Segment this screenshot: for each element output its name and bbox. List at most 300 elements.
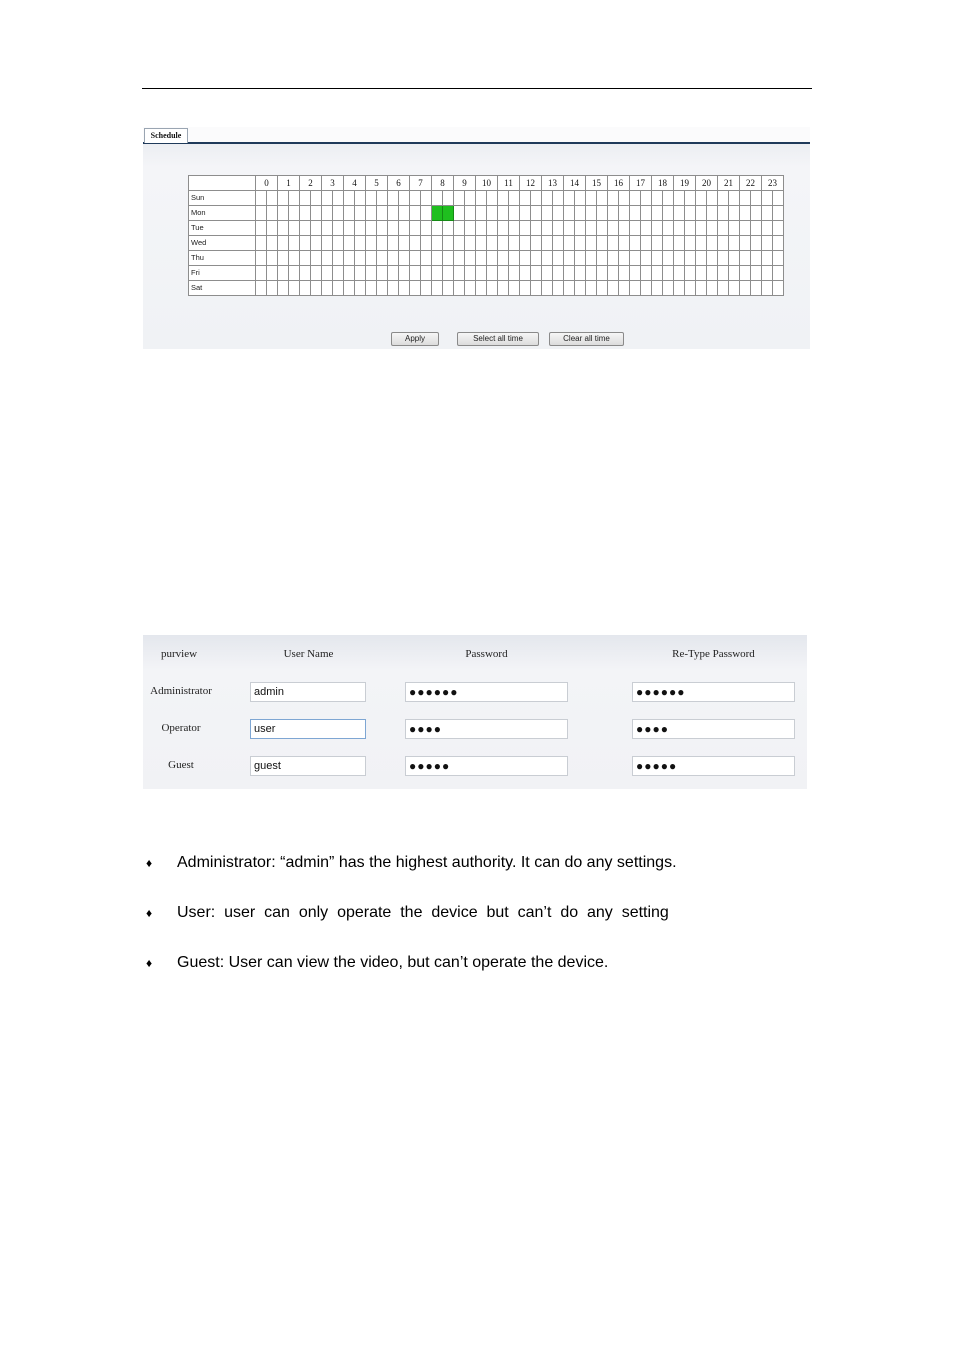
schedule-slot[interactable] xyxy=(399,236,410,251)
schedule-slot[interactable] xyxy=(267,206,278,221)
schedule-slot[interactable] xyxy=(762,206,773,221)
schedule-slot[interactable] xyxy=(432,266,443,281)
schedule-slot[interactable] xyxy=(454,281,465,296)
schedule-slot[interactable] xyxy=(388,281,399,296)
schedule-slot[interactable] xyxy=(388,236,399,251)
schedule-slot[interactable] xyxy=(608,251,619,266)
schedule-slot[interactable] xyxy=(267,251,278,266)
schedule-slot[interactable] xyxy=(740,266,751,281)
schedule-slot[interactable] xyxy=(729,206,740,221)
schedule-slot[interactable] xyxy=(586,266,597,281)
schedule-slot[interactable] xyxy=(630,236,641,251)
schedule-slot[interactable] xyxy=(289,206,300,221)
schedule-slot[interactable] xyxy=(278,236,289,251)
schedule-slot[interactable] xyxy=(740,281,751,296)
select-all-time-button[interactable]: Select all time xyxy=(457,332,539,346)
schedule-slot[interactable] xyxy=(388,221,399,236)
apply-button[interactable]: Apply xyxy=(391,332,439,346)
schedule-slot[interactable] xyxy=(509,281,520,296)
schedule-slot[interactable] xyxy=(256,281,267,296)
schedule-slot[interactable] xyxy=(465,236,476,251)
schedule-slot[interactable] xyxy=(652,191,663,206)
schedule-slot[interactable] xyxy=(256,266,267,281)
schedule-slot[interactable] xyxy=(740,191,751,206)
schedule-slot[interactable] xyxy=(586,221,597,236)
schedule-slot[interactable] xyxy=(652,281,663,296)
schedule-slot[interactable] xyxy=(344,221,355,236)
schedule-slot[interactable] xyxy=(542,266,553,281)
schedule-slot[interactable] xyxy=(410,191,421,206)
schedule-slot[interactable] xyxy=(718,236,729,251)
schedule-slot[interactable] xyxy=(432,281,443,296)
schedule-slot[interactable] xyxy=(707,206,718,221)
schedule-slot[interactable] xyxy=(729,221,740,236)
username-field-operator[interactable]: user xyxy=(250,719,366,739)
schedule-slot[interactable] xyxy=(586,281,597,296)
schedule-slot[interactable] xyxy=(597,236,608,251)
schedule-slot[interactable] xyxy=(399,251,410,266)
schedule-slot[interactable] xyxy=(333,221,344,236)
schedule-slot[interactable] xyxy=(531,191,542,206)
schedule-slot[interactable] xyxy=(267,191,278,206)
schedule-slot[interactable] xyxy=(388,206,399,221)
schedule-slot[interactable] xyxy=(322,221,333,236)
schedule-slot[interactable] xyxy=(531,251,542,266)
schedule-slot[interactable] xyxy=(641,251,652,266)
schedule-slot[interactable] xyxy=(553,206,564,221)
schedule-slot[interactable] xyxy=(564,206,575,221)
schedule-slot[interactable] xyxy=(707,236,718,251)
schedule-slot[interactable] xyxy=(509,191,520,206)
schedule-slot[interactable] xyxy=(344,251,355,266)
schedule-slot[interactable] xyxy=(553,221,564,236)
schedule-slot[interactable] xyxy=(652,206,663,221)
schedule-slot[interactable] xyxy=(520,281,531,296)
schedule-slot[interactable] xyxy=(421,191,432,206)
schedule-slot[interactable] xyxy=(366,236,377,251)
schedule-slot[interactable] xyxy=(256,236,267,251)
schedule-slot[interactable] xyxy=(564,251,575,266)
schedule-slot[interactable] xyxy=(751,221,762,236)
schedule-slot[interactable] xyxy=(674,251,685,266)
schedule-slot[interactable] xyxy=(542,191,553,206)
schedule-slot[interactable] xyxy=(707,191,718,206)
schedule-slot[interactable] xyxy=(674,191,685,206)
schedule-slot[interactable] xyxy=(443,236,454,251)
schedule-slot[interactable] xyxy=(707,266,718,281)
schedule-slot[interactable] xyxy=(476,206,487,221)
schedule-slot[interactable] xyxy=(729,281,740,296)
schedule-slot[interactable] xyxy=(707,251,718,266)
schedule-slot[interactable] xyxy=(608,281,619,296)
schedule-slot[interactable] xyxy=(421,251,432,266)
schedule-slot[interactable] xyxy=(718,221,729,236)
schedule-slot[interactable] xyxy=(740,251,751,266)
schedule-slot[interactable] xyxy=(410,266,421,281)
schedule-slot[interactable] xyxy=(498,221,509,236)
schedule-slot[interactable] xyxy=(652,221,663,236)
schedule-slot[interactable] xyxy=(773,281,784,296)
schedule-slot[interactable] xyxy=(465,191,476,206)
schedule-slot[interactable] xyxy=(630,191,641,206)
schedule-slot[interactable] xyxy=(443,221,454,236)
schedule-slot[interactable] xyxy=(641,281,652,296)
schedule-slot[interactable] xyxy=(465,206,476,221)
schedule-slot[interactable] xyxy=(575,251,586,266)
schedule-slot[interactable] xyxy=(311,281,322,296)
schedule-slot[interactable] xyxy=(773,221,784,236)
schedule-slot[interactable] xyxy=(674,206,685,221)
schedule-slot[interactable] xyxy=(509,236,520,251)
username-field-administrator[interactable]: admin xyxy=(250,682,366,702)
schedule-slot[interactable] xyxy=(751,236,762,251)
schedule-slot[interactable] xyxy=(487,191,498,206)
schedule-slot[interactable] xyxy=(762,251,773,266)
schedule-slot[interactable] xyxy=(432,221,443,236)
clear-all-time-button[interactable]: Clear all time xyxy=(549,332,624,346)
schedule-slot[interactable] xyxy=(410,281,421,296)
schedule-slot[interactable] xyxy=(619,281,630,296)
schedule-slot[interactable] xyxy=(630,206,641,221)
schedule-slot[interactable] xyxy=(322,206,333,221)
schedule-slot[interactable] xyxy=(454,266,465,281)
schedule-slot[interactable] xyxy=(575,236,586,251)
schedule-slot[interactable] xyxy=(729,191,740,206)
schedule-slot[interactable] xyxy=(410,236,421,251)
schedule-slot[interactable] xyxy=(597,206,608,221)
schedule-slot[interactable] xyxy=(663,266,674,281)
schedule-slot[interactable] xyxy=(718,281,729,296)
schedule-slot[interactable] xyxy=(476,221,487,236)
schedule-slot[interactable] xyxy=(718,206,729,221)
schedule-slot[interactable] xyxy=(366,221,377,236)
schedule-slot[interactable] xyxy=(256,221,267,236)
schedule-slot[interactable] xyxy=(553,251,564,266)
schedule-slot[interactable] xyxy=(454,191,465,206)
schedule-slot[interactable] xyxy=(366,266,377,281)
schedule-slot[interactable] xyxy=(487,281,498,296)
schedule-slot[interactable] xyxy=(641,206,652,221)
schedule-slot[interactable] xyxy=(575,206,586,221)
schedule-slot[interactable] xyxy=(619,206,630,221)
schedule-slot[interactable] xyxy=(344,281,355,296)
schedule-slot[interactable] xyxy=(421,281,432,296)
schedule-slot[interactable] xyxy=(454,221,465,236)
schedule-slot[interactable] xyxy=(355,236,366,251)
schedule-slot[interactable] xyxy=(333,251,344,266)
schedule-slot[interactable] xyxy=(773,206,784,221)
schedule-slot[interactable] xyxy=(718,191,729,206)
schedule-slot[interactable] xyxy=(278,191,289,206)
schedule-slot[interactable] xyxy=(740,206,751,221)
schedule-slot[interactable] xyxy=(476,266,487,281)
schedule-slot[interactable] xyxy=(531,266,542,281)
schedule-slot[interactable] xyxy=(344,206,355,221)
schedule-slot[interactable] xyxy=(256,206,267,221)
schedule-slot[interactable] xyxy=(597,251,608,266)
schedule-slot[interactable] xyxy=(531,281,542,296)
schedule-slot[interactable] xyxy=(267,221,278,236)
schedule-slot[interactable] xyxy=(388,191,399,206)
schedule-slot[interactable] xyxy=(289,266,300,281)
schedule-slot[interactable] xyxy=(608,221,619,236)
schedule-slot[interactable] xyxy=(465,281,476,296)
schedule-slot[interactable] xyxy=(663,191,674,206)
schedule-slot[interactable] xyxy=(300,281,311,296)
schedule-slot[interactable] xyxy=(641,266,652,281)
schedule-slot[interactable] xyxy=(564,191,575,206)
schedule-slot[interactable] xyxy=(619,251,630,266)
schedule-slot[interactable] xyxy=(366,191,377,206)
schedule-slot[interactable] xyxy=(685,281,696,296)
schedule-slot[interactable] xyxy=(289,251,300,266)
password-field-guest[interactable]: ●●●●● xyxy=(405,756,568,776)
schedule-slot[interactable] xyxy=(696,266,707,281)
schedule-slot[interactable] xyxy=(399,221,410,236)
schedule-slot[interactable] xyxy=(432,191,443,206)
schedule-slot[interactable] xyxy=(773,251,784,266)
schedule-slot[interactable] xyxy=(355,221,366,236)
schedule-slot[interactable] xyxy=(608,206,619,221)
schedule-slot[interactable] xyxy=(267,236,278,251)
schedule-slot[interactable] xyxy=(586,191,597,206)
schedule-slot[interactable] xyxy=(685,266,696,281)
schedule-slot[interactable] xyxy=(773,236,784,251)
schedule-slot[interactable] xyxy=(619,191,630,206)
schedule-slot[interactable] xyxy=(773,191,784,206)
schedule-slot[interactable] xyxy=(751,206,762,221)
schedule-slot[interactable] xyxy=(344,191,355,206)
schedule-slot[interactable] xyxy=(465,221,476,236)
schedule-slot[interactable] xyxy=(542,221,553,236)
schedule-slot[interactable] xyxy=(564,221,575,236)
schedule-slot[interactable] xyxy=(454,251,465,266)
schedule-slot[interactable] xyxy=(377,236,388,251)
schedule-slot[interactable] xyxy=(476,251,487,266)
schedule-slot[interactable] xyxy=(311,206,322,221)
schedule-slot[interactable] xyxy=(344,266,355,281)
schedule-slot[interactable] xyxy=(498,251,509,266)
schedule-slot[interactable] xyxy=(520,221,531,236)
schedule-slot[interactable] xyxy=(443,281,454,296)
schedule-slot[interactable] xyxy=(586,251,597,266)
schedule-slot[interactable] xyxy=(564,266,575,281)
schedule-slot[interactable] xyxy=(333,281,344,296)
schedule-slot[interactable] xyxy=(630,221,641,236)
schedule-slot[interactable] xyxy=(487,266,498,281)
schedule-slot[interactable] xyxy=(267,266,278,281)
schedule-slot[interactable] xyxy=(333,191,344,206)
schedule-slot[interactable] xyxy=(729,251,740,266)
schedule-slot[interactable] xyxy=(355,191,366,206)
schedule-slot[interactable] xyxy=(553,266,564,281)
schedule-slot[interactable] xyxy=(586,206,597,221)
schedule-slot[interactable] xyxy=(421,236,432,251)
schedule-slot[interactable] xyxy=(674,221,685,236)
schedule-slot[interactable] xyxy=(575,221,586,236)
schedule-slot[interactable] xyxy=(509,251,520,266)
schedule-slot[interactable] xyxy=(663,221,674,236)
schedule-slot[interactable] xyxy=(465,266,476,281)
schedule-slot[interactable] xyxy=(333,236,344,251)
schedule-slot[interactable] xyxy=(498,266,509,281)
schedule-slot[interactable] xyxy=(322,236,333,251)
schedule-slot[interactable] xyxy=(707,281,718,296)
schedule-slot[interactable] xyxy=(377,191,388,206)
schedule-slot[interactable] xyxy=(465,251,476,266)
schedule-slot[interactable] xyxy=(322,191,333,206)
schedule-slot[interactable] xyxy=(520,236,531,251)
schedule-slot[interactable] xyxy=(652,251,663,266)
username-field-guest[interactable]: guest xyxy=(250,756,366,776)
schedule-slot[interactable] xyxy=(597,266,608,281)
schedule-slot[interactable] xyxy=(608,236,619,251)
schedule-slot[interactable] xyxy=(751,266,762,281)
schedule-slot[interactable] xyxy=(762,281,773,296)
schedule-slot[interactable] xyxy=(498,191,509,206)
schedule-slot[interactable] xyxy=(333,266,344,281)
schedule-slot[interactable] xyxy=(542,206,553,221)
schedule-slot[interactable] xyxy=(388,251,399,266)
schedule-slot[interactable] xyxy=(575,281,586,296)
schedule-slot[interactable] xyxy=(278,251,289,266)
schedule-slot[interactable] xyxy=(509,221,520,236)
schedule-slot[interactable] xyxy=(674,266,685,281)
schedule-slot[interactable] xyxy=(718,266,729,281)
schedule-slot[interactable] xyxy=(619,236,630,251)
schedule-slot[interactable] xyxy=(729,236,740,251)
schedule-slot[interactable] xyxy=(377,206,388,221)
tab-schedule[interactable]: Schedule xyxy=(144,128,188,143)
schedule-slot[interactable] xyxy=(443,191,454,206)
schedule-slot[interactable] xyxy=(685,191,696,206)
schedule-slot[interactable] xyxy=(443,251,454,266)
schedule-slot[interactable] xyxy=(421,206,432,221)
schedule-slot[interactable] xyxy=(696,236,707,251)
schedule-slot[interactable] xyxy=(278,266,289,281)
schedule-slot[interactable] xyxy=(300,236,311,251)
schedule-slot[interactable] xyxy=(498,206,509,221)
schedule-slot[interactable] xyxy=(454,236,465,251)
schedule-slot[interactable] xyxy=(476,236,487,251)
schedule-slot[interactable] xyxy=(289,281,300,296)
schedule-slot[interactable] xyxy=(410,221,421,236)
schedule-slot[interactable] xyxy=(256,191,267,206)
schedule-slot[interactable] xyxy=(542,251,553,266)
schedule-slot[interactable] xyxy=(597,281,608,296)
schedule-slot[interactable] xyxy=(443,266,454,281)
schedule-slot[interactable] xyxy=(696,191,707,206)
schedule-slot[interactable] xyxy=(773,266,784,281)
schedule-slot[interactable] xyxy=(520,266,531,281)
schedule-slot[interactable] xyxy=(696,251,707,266)
schedule-slot[interactable] xyxy=(256,251,267,266)
schedule-slot[interactable] xyxy=(311,236,322,251)
retype-password-field-guest[interactable]: ●●●●● xyxy=(632,756,795,776)
schedule-slot[interactable] xyxy=(762,266,773,281)
schedule-slot[interactable] xyxy=(399,266,410,281)
schedule-slot[interactable] xyxy=(575,191,586,206)
schedule-slot[interactable] xyxy=(751,281,762,296)
schedule-slot[interactable] xyxy=(696,221,707,236)
schedule-slot[interactable] xyxy=(564,236,575,251)
schedule-slot[interactable] xyxy=(608,266,619,281)
schedule-slot[interactable] xyxy=(762,236,773,251)
schedule-slot[interactable] xyxy=(355,266,366,281)
schedule-slot[interactable] xyxy=(267,281,278,296)
schedule-slot[interactable] xyxy=(696,206,707,221)
retype-password-field-administrator[interactable]: ●●●●●● xyxy=(632,682,795,702)
schedule-slot[interactable] xyxy=(652,236,663,251)
schedule-slot[interactable] xyxy=(674,281,685,296)
schedule-slot[interactable] xyxy=(619,266,630,281)
schedule-slot[interactable] xyxy=(663,251,674,266)
schedule-slot[interactable] xyxy=(553,191,564,206)
schedule-slot[interactable] xyxy=(586,236,597,251)
schedule-slot[interactable] xyxy=(377,266,388,281)
schedule-slot[interactable] xyxy=(366,206,377,221)
schedule-slot[interactable] xyxy=(432,236,443,251)
schedule-slot[interactable] xyxy=(542,281,553,296)
schedule-slot[interactable] xyxy=(410,251,421,266)
schedule-slot[interactable] xyxy=(553,281,564,296)
schedule-slot[interactable] xyxy=(487,221,498,236)
schedule-slot[interactable] xyxy=(311,251,322,266)
schedule-slot[interactable] xyxy=(696,281,707,296)
schedule-slot[interactable] xyxy=(300,191,311,206)
schedule-slot[interactable] xyxy=(520,206,531,221)
schedule-slot[interactable] xyxy=(652,266,663,281)
schedule-slot[interactable] xyxy=(476,281,487,296)
schedule-slot[interactable] xyxy=(289,236,300,251)
schedule-slot[interactable] xyxy=(663,206,674,221)
schedule-slot[interactable] xyxy=(454,206,465,221)
schedule-slot[interactable] xyxy=(333,206,344,221)
schedule-slot[interactable] xyxy=(685,206,696,221)
schedule-slot[interactable] xyxy=(641,191,652,206)
schedule-slot[interactable] xyxy=(762,191,773,206)
schedule-slot[interactable] xyxy=(289,221,300,236)
schedule-slot[interactable] xyxy=(355,206,366,221)
schedule-slot[interactable] xyxy=(300,251,311,266)
schedule-slot[interactable] xyxy=(597,191,608,206)
schedule-slot[interactable] xyxy=(377,251,388,266)
schedule-slot[interactable] xyxy=(278,281,289,296)
schedule-slot[interactable] xyxy=(476,191,487,206)
schedule-slot[interactable] xyxy=(564,281,575,296)
schedule-slot[interactable] xyxy=(399,206,410,221)
schedule-slot[interactable] xyxy=(344,236,355,251)
schedule-slot[interactable] xyxy=(531,206,542,221)
schedule-slot[interactable] xyxy=(575,266,586,281)
schedule-slot[interactable] xyxy=(388,266,399,281)
schedule-slot[interactable] xyxy=(410,206,421,221)
schedule-slot[interactable] xyxy=(685,251,696,266)
schedule-slot[interactable] xyxy=(729,266,740,281)
schedule-slot[interactable] xyxy=(685,221,696,236)
schedule-slot[interactable] xyxy=(674,236,685,251)
schedule-slot[interactable] xyxy=(597,221,608,236)
schedule-slot[interactable] xyxy=(311,191,322,206)
schedule-slot[interactable] xyxy=(509,266,520,281)
schedule-slot[interactable] xyxy=(278,221,289,236)
schedule-slot[interactable] xyxy=(432,251,443,266)
schedule-slot[interactable] xyxy=(487,206,498,221)
schedule-slot[interactable] xyxy=(509,206,520,221)
schedule-slot[interactable] xyxy=(641,236,652,251)
schedule-slot[interactable] xyxy=(377,281,388,296)
retype-password-field-operator[interactable]: ●●●● xyxy=(632,719,795,739)
